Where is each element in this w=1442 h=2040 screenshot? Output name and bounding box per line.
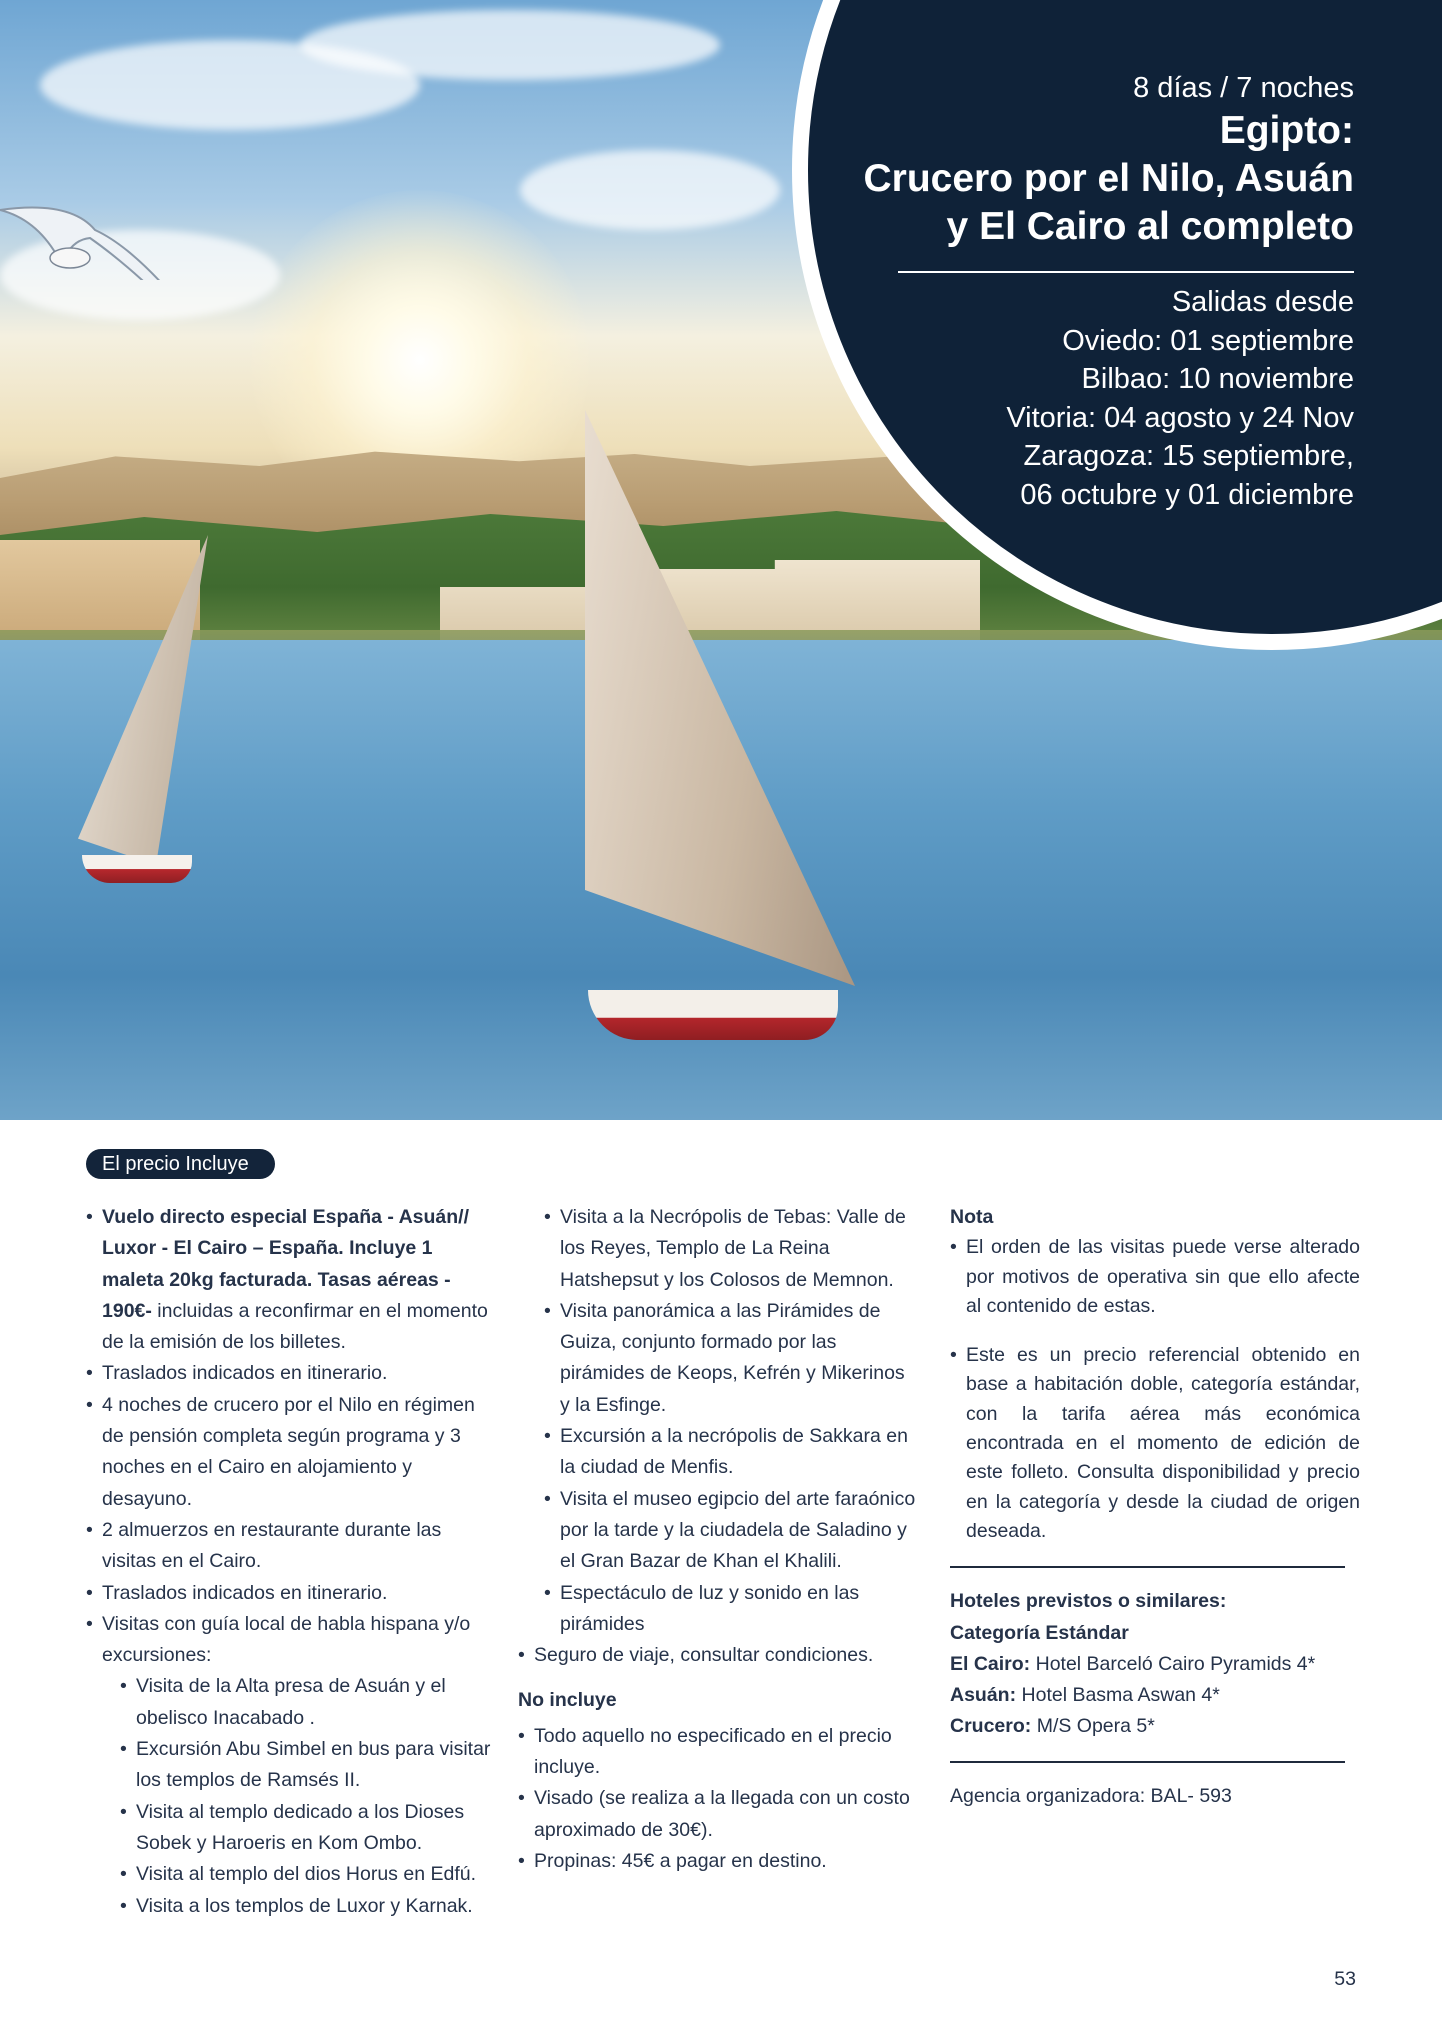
departure-line: Bilbao: 10 noviembre [1081, 363, 1354, 395]
felucca-hull-large [588, 990, 838, 1040]
note-title: Nota [950, 1206, 994, 1228]
hotel-name: M/S Opera 5* [1036, 1715, 1155, 1738]
title-divider [898, 271, 1354, 273]
trip-title [714, 107, 1354, 251]
departure-line: Vitoria: 04 agosto y 24 Nov [1006, 401, 1354, 434]
felucca-hull-small [82, 855, 192, 883]
title-line: Crucero por el Nilo, Asuán [863, 157, 1354, 200]
departures-heading: Salidas desde [1171, 286, 1354, 318]
hotels-category: Categoría Estándar [950, 1621, 1129, 1644]
excursion-item: • Visita el museo egipcio del arte faraónico por la tarde y la ciudadela de Saladino y el Gran Bazar de Khan el Khalili. [544, 1484, 918, 1578]
includes-column-2 [518, 1202, 918, 1877]
excursion-item: • Visita panorámica a las Pirámides de Guiza, conjunto formado por las pirámides de Keops, Kefrén y Mikerinos y la Esfinge. [544, 1296, 918, 1421]
excursion-item: • Visita al templo del dios Horus en Edfú. [120, 1859, 496, 1890]
departure-line: 06 octubre y 01 diciembre [1020, 478, 1354, 511]
excursion-item: • Visita al templo dedicado a los Dioses Sobek y Haroeris en Kom Ombo. [120, 1797, 496, 1860]
list-item: • Seguro de viaje, consultar condiciones. [518, 1640, 918, 1671]
departures-list [714, 283, 1354, 514]
note-item: • Este es un precio referencial obtenido en base a habitación doble, categoría estándar, con la tarifa aérea más económica encontrada en el momento de edición de este folleto. Consulta disponibilidad y precio en la categoría y desde la ciudad de origen deseada. [950, 1341, 1360, 1546]
seagull-icon [0, 110, 240, 280]
hotel-city-label: Asuán: [950, 1684, 1017, 1707]
list-item: • 2 almuerzos en restaurante durante las visitas en el Cairo. [86, 1515, 496, 1578]
departure-line: Oviedo: 01 septiembre [1062, 324, 1354, 357]
title-block [714, 72, 1354, 514]
includes-column-1 [86, 1202, 496, 1922]
cloud [300, 10, 720, 80]
list-item: • Propinas: 45€ a pagar en destino. [518, 1846, 918, 1877]
not-included-title: No incluye [518, 1689, 617, 1712]
note-item: • El orden de las visitas puede verse alterado por motivos de operativa sin que ello afecte al contenido de estas. [950, 1233, 1360, 1321]
hotel-cairo [950, 1649, 1360, 1680]
excursion-item: • Excursión a la necrópolis de Sakkara en la ciudad de Menfis. [544, 1421, 918, 1484]
departure-line: Zaragoza: 15 septiembre, [1023, 440, 1354, 472]
hotels-title: Hoteles previstos o similares: [950, 1590, 1227, 1613]
list-item: • 4 noches de crucero por el Nilo en régimen de pensión completa según programa y 3 noches en el Cairo en alojamiento y desayuno. [86, 1390, 496, 1515]
page-number: 53 [1334, 1968, 1356, 1990]
flight-bold-text: Vuelo directo especial España - Asuán// Luxor - El Cairo – España. Incluye 1 maleta 20kg facturada. Tasas aéreas - 190€- [102, 1206, 470, 1322]
list-item: • Traslados indicados en itinerario. [86, 1358, 496, 1389]
excursion-item: • Visita de la Alta presa de Asuán y el obelisco Inacabado . [120, 1671, 496, 1734]
notes-column [950, 1202, 1360, 1812]
hotel-name: Hotel Barceló Cairo Pyramids 4* [1035, 1652, 1316, 1675]
trip-duration: 8 días / 7 noches [1133, 72, 1354, 104]
hotel-cruise [950, 1711, 1360, 1742]
excursion-item: • Espectáculo de luz y sonido en las pirámides [544, 1578, 918, 1641]
list-item: • Traslados indicados en itinerario. [86, 1578, 496, 1609]
hotel-city-label: El Cairo: [950, 1652, 1031, 1675]
divider [950, 1566, 1345, 1568]
title-line: Egipto: [1219, 109, 1354, 152]
list-item: • Visado (se realiza a la llegada con un costo aproximado de 30€). [518, 1783, 918, 1846]
hotel-city-label: Crucero: [950, 1715, 1032, 1738]
list-item [86, 1202, 496, 1358]
hotel-name: Hotel Basma Aswan 4* [1021, 1684, 1220, 1707]
excursion-item: • Visita a la Necrópolis de Tebas: Valle de los Reyes, Templo de La Reina Hatshepsut y los Colosos de Memnon. [544, 1202, 918, 1296]
flight-text: incluidas a reconfirmar en el momento de la emisión de los billetes. [102, 1299, 488, 1354]
hotel-aswan [950, 1680, 1360, 1711]
list-item: • Todo aquello no especificado en el precio incluye. [518, 1721, 918, 1784]
excursion-item: • Excursión Abu Simbel en bus para visitar los templos de Ramsés II. [120, 1734, 496, 1797]
title-line: y El Cairo al completo [946, 205, 1354, 248]
excursion-item: • Visita a los templos de Luxor y Karnak. [120, 1891, 496, 1922]
organizing-agency: Agencia organizadora: BAL- 593 [950, 1784, 1232, 1807]
list-item: • Visitas con guía local de habla hispana y/o excursiones: [86, 1609, 496, 1672]
includes-label: El precio Incluye [86, 1149, 275, 1179]
divider [950, 1761, 1345, 1763]
